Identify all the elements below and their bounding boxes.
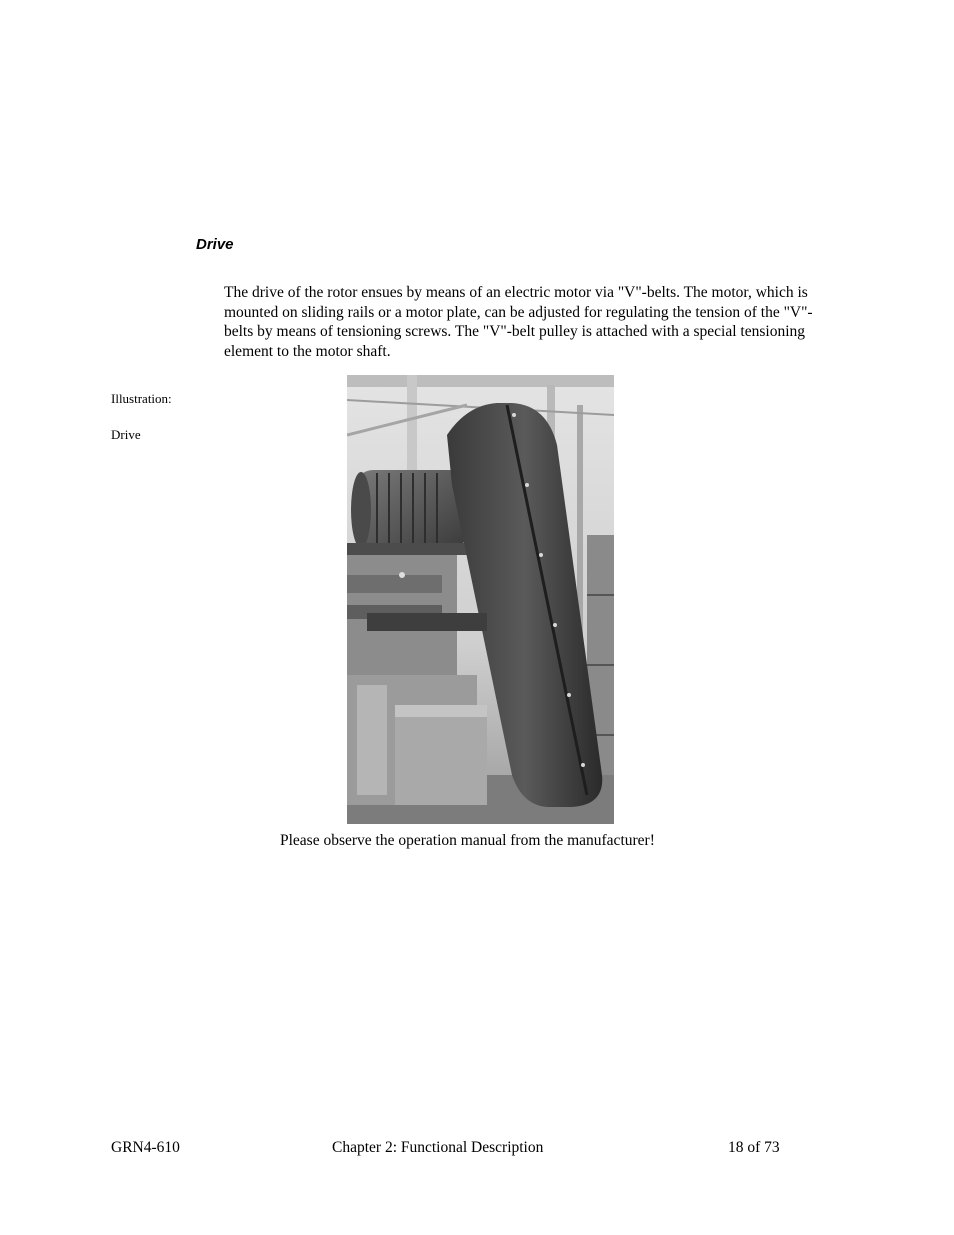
- illustration-caption: Drive: [111, 427, 141, 442]
- footer-page-number: 18 of 73: [728, 1139, 780, 1156]
- drive-photo: [347, 375, 614, 824]
- body-paragraph: The drive of the rotor ensues by means of an electric motor via "V"-belts. The motor, which is mounted on sliding rails or a motor plate, can be adjusted for regulating the tension of the "V"-belts by means of tensioning screws. The "V"-belt pulley is attached with a special tensioning element to the motor shaft.: [224, 284, 813, 361]
- illustration-label: Illustration:: [111, 391, 172, 406]
- footer-doc-id: GRN4-610: [111, 1139, 180, 1156]
- section-heading: Drive: [196, 236, 234, 253]
- manufacturer-note: Please observe the operation manual from the manufacturer!: [280, 832, 655, 849]
- footer-chapter: Chapter 2: Functional Description: [332, 1139, 544, 1156]
